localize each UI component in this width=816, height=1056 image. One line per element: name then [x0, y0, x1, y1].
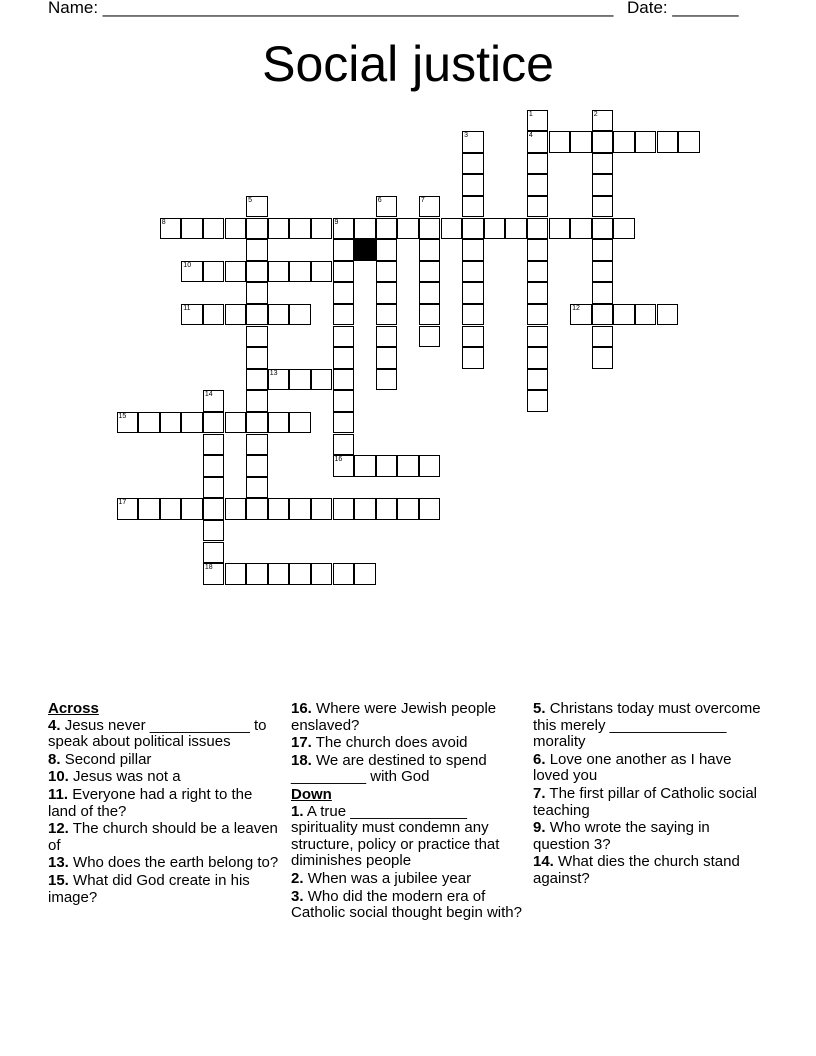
- grid-cell[interactable]: [527, 347, 549, 369]
- clue-down-7: [533, 786, 765, 819]
- grid-cell[interactable]: [462, 153, 484, 175]
- grid-cell[interactable]: [527, 326, 549, 348]
- cell-number: 9: [334, 218, 339, 226]
- clue-across-16: [291, 701, 523, 734]
- clue-column-3: [533, 701, 765, 889]
- grid-cell[interactable]: [419, 498, 441, 520]
- grid-cell[interactable]: [592, 153, 614, 175]
- grid-cell[interactable]: [527, 196, 549, 218]
- grid-cell[interactable]: [613, 304, 635, 326]
- grid-cell[interactable]: [592, 326, 614, 348]
- cell-number: 18: [204, 564, 213, 572]
- clue-text: We are destined to spend _________ with God: [291, 751, 487, 786]
- grid-cell[interactable]: [289, 218, 311, 240]
- grid-cell[interactable]: [613, 131, 635, 153]
- grid-cell[interactable]: [527, 261, 549, 283]
- grid-cell[interactable]: [246, 563, 268, 585]
- grid-cell[interactable]: [289, 261, 311, 283]
- clue-text: Christans today must overcome this merely ______________ morality: [533, 700, 761, 751]
- grid-cell[interactable]: [527, 153, 549, 175]
- grid-cell[interactable]: [333, 282, 355, 304]
- grid-cell[interactable]: [376, 261, 398, 283]
- grid-cell[interactable]: [203, 218, 225, 240]
- grid-cell[interactable]: [549, 131, 571, 153]
- grid-cell[interactable]: [376, 304, 398, 326]
- clue-down-6: [533, 752, 765, 785]
- grid-cell[interactable]: [527, 390, 549, 412]
- clue-text: Who does the earth belong to?: [73, 854, 279, 872]
- date-line: Date: _______: [627, 0, 739, 17]
- grid-cell[interactable]: [570, 304, 592, 326]
- cell-number: 5: [248, 196, 252, 204]
- grid-cell[interactable]: [246, 239, 268, 261]
- cell-number: 8: [161, 218, 166, 226]
- grid-cell[interactable]: [397, 455, 419, 477]
- grid-cell[interactable]: [311, 218, 333, 240]
- grid-cell[interactable]: [225, 218, 247, 240]
- grid-cell[interactable]: [246, 390, 268, 412]
- cell-number: 11: [183, 304, 191, 312]
- grid-cell[interactable]: [138, 498, 160, 520]
- clue-number: 1.: [291, 802, 304, 820]
- black-cell: [354, 239, 376, 261]
- grid-cell[interactable]: [268, 261, 290, 283]
- cell-number: 7: [420, 196, 425, 204]
- grid-cell[interactable]: [419, 455, 441, 477]
- grid-cell[interactable]: [527, 131, 549, 153]
- grid-cell[interactable]: [246, 326, 268, 348]
- grid-cell[interactable]: [181, 261, 203, 283]
- clue-column-1: [48, 701, 282, 907]
- cell-number: 15: [118, 412, 127, 420]
- clue-down-9: [533, 820, 765, 853]
- grid-cell[interactable]: [268, 563, 290, 585]
- clue-number: 14.: [533, 853, 554, 871]
- grid-cell[interactable]: [678, 131, 700, 153]
- clue-number: 10.: [48, 768, 69, 786]
- grid-cell[interactable]: [592, 174, 614, 196]
- grid-cell[interactable]: [225, 412, 247, 434]
- grid-cell[interactable]: [462, 282, 484, 304]
- grid-cell[interactable]: [203, 304, 225, 326]
- clue-down-14: [533, 854, 765, 887]
- grid-cell[interactable]: [311, 369, 333, 391]
- grid-cell[interactable]: [592, 218, 614, 240]
- grid-cell[interactable]: [419, 239, 441, 261]
- grid-cell[interactable]: [268, 369, 290, 391]
- grid-cell[interactable]: [246, 261, 268, 283]
- grid-cell[interactable]: [462, 261, 484, 283]
- clue-column-2: [291, 701, 523, 923]
- clue-number: 3.: [291, 887, 304, 905]
- grid-cell[interactable]: [635, 304, 657, 326]
- grid-cell[interactable]: [268, 412, 290, 434]
- grid-cell[interactable]: [592, 110, 614, 132]
- grid-cell[interactable]: [613, 218, 635, 240]
- grid-cell[interactable]: [333, 326, 355, 348]
- grid-cell[interactable]: [246, 434, 268, 456]
- grid-cell[interactable]: [527, 239, 549, 261]
- clue-across-18: [291, 753, 523, 786]
- cell-number: 10: [183, 261, 192, 269]
- grid-cell[interactable]: [635, 131, 657, 153]
- grid-cell[interactable]: [592, 196, 614, 218]
- name-line: Name: ______________________________________________________: [48, 0, 614, 17]
- grid-cell[interactable]: [181, 498, 203, 520]
- grid-cell[interactable]: [246, 196, 268, 218]
- grid-cell[interactable]: [333, 347, 355, 369]
- grid-cell[interactable]: [505, 218, 527, 240]
- grid-cell[interactable]: [527, 218, 549, 240]
- grid-cell[interactable]: [333, 261, 355, 283]
- clue-text: The church does avoid: [315, 734, 468, 752]
- grid-cell[interactable]: [462, 304, 484, 326]
- grid-cell[interactable]: [160, 218, 182, 240]
- clue-text: The church should be a leaven of: [48, 820, 278, 854]
- cell-number: 14: [204, 391, 213, 399]
- grid-cell[interactable]: [268, 304, 290, 326]
- clue-number: 13.: [48, 854, 69, 872]
- grid-cell[interactable]: [376, 498, 398, 520]
- cell-number: 4: [528, 132, 533, 140]
- cell-number: 13: [269, 369, 278, 377]
- page-title: Social justice: [262, 36, 554, 92]
- clue-across-13: [48, 855, 282, 872]
- grid-cell[interactable]: [225, 304, 247, 326]
- clue-text: What did God create in his image?: [48, 871, 250, 906]
- grid-cell[interactable]: [397, 218, 419, 240]
- clue-number: 18.: [291, 751, 312, 769]
- grid-cell[interactable]: [354, 563, 376, 585]
- grid-cell[interactable]: [462, 326, 484, 348]
- clue-number: 16.: [291, 700, 312, 717]
- grid-cell[interactable]: [203, 563, 225, 585]
- grid-cell[interactable]: [376, 218, 398, 240]
- grid-cell[interactable]: [203, 520, 225, 542]
- grid-cell[interactable]: [376, 455, 398, 477]
- grid-cell[interactable]: [246, 455, 268, 477]
- grid-cell[interactable]: [203, 434, 225, 456]
- cell-number: 2: [593, 110, 598, 118]
- clue-text: What dies the church stand against?: [533, 853, 740, 887]
- grid-cell[interactable]: [570, 218, 592, 240]
- grid-cell[interactable]: [203, 477, 225, 499]
- grid-cell[interactable]: [333, 563, 355, 585]
- cell-number: 12: [572, 304, 580, 312]
- clue-down-1: [291, 804, 523, 870]
- clue-text: Love one another as I have loved you: [533, 750, 732, 785]
- clue-number: 8.: [48, 750, 61, 768]
- grid-cell[interactable]: [246, 498, 268, 520]
- grid-cell[interactable]: [268, 218, 290, 240]
- grid-cell[interactable]: [289, 304, 311, 326]
- grid-cell[interactable]: [592, 131, 614, 153]
- clue-down-5: [533, 701, 765, 751]
- grid-cell[interactable]: [333, 434, 355, 456]
- clue-across-8: [48, 752, 282, 769]
- grid-cell[interactable]: [657, 304, 679, 326]
- grid-cell[interactable]: [289, 498, 311, 520]
- clue-across-4: [48, 718, 282, 751]
- grid-cell[interactable]: [311, 261, 333, 283]
- grid-cell[interactable]: [181, 412, 203, 434]
- grid-cell[interactable]: [246, 282, 268, 304]
- grid-cell[interactable]: [419, 196, 441, 218]
- grid-cell[interactable]: [354, 455, 376, 477]
- grid-cell[interactable]: [419, 218, 441, 240]
- grid-cell[interactable]: [333, 498, 355, 520]
- grid-cell[interactable]: [203, 542, 225, 564]
- clue-number: 6.: [533, 750, 546, 768]
- grid-cell[interactable]: [117, 412, 139, 434]
- grid-cell[interactable]: [397, 498, 419, 520]
- grid-cell[interactable]: [311, 563, 333, 585]
- grid-cell[interactable]: [462, 131, 484, 153]
- grid-cell[interactable]: [311, 498, 333, 520]
- grid-cell[interactable]: [484, 218, 506, 240]
- grid-cell[interactable]: [527, 304, 549, 326]
- grid-cell[interactable]: [376, 369, 398, 391]
- grid-cell[interactable]: [203, 390, 225, 412]
- grid-cell[interactable]: [333, 390, 355, 412]
- grid-cell[interactable]: [117, 498, 139, 520]
- grid-cell[interactable]: [592, 304, 614, 326]
- grid-cell[interactable]: [225, 563, 247, 585]
- grid-cell[interactable]: [376, 326, 398, 348]
- clue-number: 2.: [291, 869, 304, 887]
- clue-number: 12.: [48, 820, 69, 838]
- clue-across-11: [48, 787, 282, 820]
- clue-text: Where were Jewish people enslaved?: [291, 700, 497, 734]
- down-heading: Down: [291, 785, 332, 803]
- grid-cell[interactable]: [376, 239, 398, 261]
- grid-cell[interactable]: [203, 455, 225, 477]
- grid-cell[interactable]: [592, 261, 614, 283]
- grid-cell[interactable]: [333, 218, 355, 240]
- clue-across-17: [291, 735, 523, 752]
- grid-cell[interactable]: [333, 304, 355, 326]
- grid-cell[interactable]: [246, 412, 268, 434]
- grid-cell[interactable]: [592, 239, 614, 261]
- grid-cell[interactable]: [419, 261, 441, 283]
- grid-cell[interactable]: [246, 218, 268, 240]
- grid-cell[interactable]: [246, 369, 268, 391]
- grid-cell[interactable]: [419, 326, 441, 348]
- clue-number: 7.: [533, 784, 546, 802]
- clue-text: Everyone had a right to the land of the?: [48, 785, 253, 820]
- grid-cell[interactable]: [376, 282, 398, 304]
- grid-cell[interactable]: [462, 239, 484, 261]
- grid-cell[interactable]: [246, 304, 268, 326]
- clue-number: 4.: [48, 716, 61, 734]
- clue-text: The first pillar of Catholic social teaching: [533, 784, 757, 819]
- clue-number: 5.: [533, 700, 546, 717]
- grid-cell[interactable]: [289, 563, 311, 585]
- grid-cell[interactable]: [289, 412, 311, 434]
- grid-cell[interactable]: [246, 347, 268, 369]
- grid-cell[interactable]: [181, 304, 203, 326]
- grid-cell[interactable]: [419, 304, 441, 326]
- grid-cell[interactable]: [203, 498, 225, 520]
- across-heading: Across: [48, 700, 99, 717]
- grid-cell[interactable]: [333, 239, 355, 261]
- cell-number: 3: [464, 132, 468, 140]
- grid-cell[interactable]: [462, 347, 484, 369]
- clue-across-15: [48, 873, 282, 906]
- cell-number: 6: [377, 196, 382, 204]
- grid-cell[interactable]: [160, 412, 182, 434]
- clue-down-2: [291, 871, 523, 888]
- clue-across-10: [48, 769, 282, 786]
- grid-cell[interactable]: [527, 282, 549, 304]
- grid-cell[interactable]: [333, 455, 355, 477]
- clue-number: 17.: [291, 734, 312, 752]
- grid-cell[interactable]: [246, 477, 268, 499]
- clue-across-12: [48, 821, 282, 854]
- grid-cell[interactable]: [657, 131, 679, 153]
- clue-text: Who wrote the saying in question 3?: [533, 819, 710, 853]
- clue-down-3: [291, 889, 523, 922]
- grid-cell[interactable]: [549, 218, 571, 240]
- clue-number: 11.: [48, 785, 69, 803]
- grid-cell[interactable]: [592, 347, 614, 369]
- grid-cell[interactable]: [441, 218, 463, 240]
- grid-cell[interactable]: [181, 218, 203, 240]
- grid-cell[interactable]: [333, 412, 355, 434]
- grid-cell[interactable]: [570, 131, 592, 153]
- grid-cell[interactable]: [160, 498, 182, 520]
- clue-text: Jesus was not a: [73, 768, 181, 786]
- grid-cell[interactable]: [419, 282, 441, 304]
- grid-cell[interactable]: [592, 282, 614, 304]
- cell-number: 16: [334, 456, 343, 464]
- grid-cell[interactable]: [527, 174, 549, 196]
- grid-cell[interactable]: [333, 369, 355, 391]
- clue-text: When was a jubilee year: [307, 869, 472, 887]
- grid-cell[interactable]: [354, 218, 376, 240]
- grid-cell[interactable]: [268, 498, 290, 520]
- grid-cell[interactable]: [225, 261, 247, 283]
- clue-number: 15.: [48, 871, 69, 889]
- clue-text: Who did the modern era of Catholic social thought begin with?: [291, 887, 522, 922]
- grid-cell[interactable]: [138, 412, 160, 434]
- grid-cell[interactable]: [354, 498, 376, 520]
- grid-cell[interactable]: [527, 110, 549, 132]
- grid-cell[interactable]: [203, 261, 225, 283]
- grid-cell[interactable]: [225, 498, 247, 520]
- grid-cell[interactable]: [462, 218, 484, 240]
- grid-cell[interactable]: [376, 347, 398, 369]
- grid-cell[interactable]: [203, 412, 225, 434]
- grid-cell[interactable]: [376, 196, 398, 218]
- grid-cell[interactable]: [527, 369, 549, 391]
- cell-number: 1: [528, 110, 533, 118]
- clue-text: Second pillar: [64, 750, 152, 768]
- clue-number: 9.: [533, 819, 546, 837]
- clue-text: A true ______________ spirituality must condemn any structure, policy or practice that diminishes people: [291, 802, 500, 870]
- clue-text: Jesus never ____________ to speak about political issues: [48, 716, 267, 751]
- grid-cell[interactable]: [289, 369, 311, 391]
- cell-number: 17: [118, 499, 127, 507]
- grid-cell[interactable]: [462, 196, 484, 218]
- grid-cell[interactable]: [462, 174, 484, 196]
